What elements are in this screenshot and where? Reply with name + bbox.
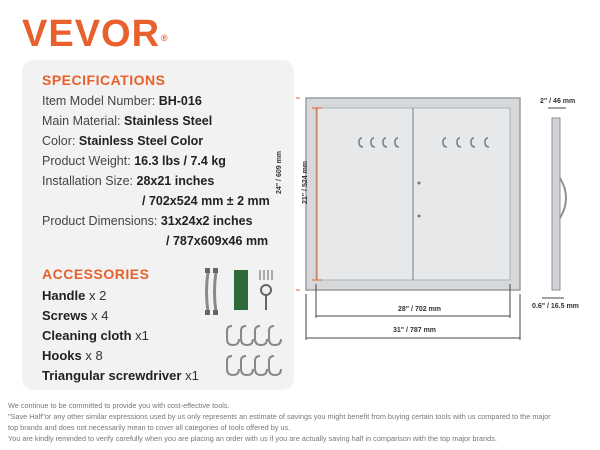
dim-width-outer-label: 31" / 787 mm <box>393 327 437 334</box>
brand-name: VEVOR <box>22 13 161 55</box>
spec-product-dimensions-mm: / 787x609x46 mm <box>166 234 269 248</box>
side-view <box>552 118 560 290</box>
spec-card <box>22 60 294 390</box>
accessory-cleaning-cloth: Cleaning cloth x1 <box>42 328 149 343</box>
accessories-illustration <box>202 264 292 386</box>
dim-depth-label: 2" / 46 mm <box>540 98 576 105</box>
footer-line-4: You are kindly reminded to verify carefully when you are placing an order with us if you are actually saving half in comparison with the top major brands. <box>8 434 497 443</box>
spec-color: Color: Stainless Steel Color <box>42 134 204 148</box>
specifications-title: SPECIFICATIONS <box>42 72 166 88</box>
screws-icon <box>260 270 272 280</box>
footer-line-1: We continue to be committed to provide you with cost-effective tools. <box>8 401 230 410</box>
accessory-hooks: Hooks x 8 <box>42 348 103 363</box>
brand-logo <box>22 14 169 54</box>
accessory-screwdriver: Triangular screwdriver x1 <box>42 368 199 383</box>
dim-height-outer-label: 24" / 609 mm <box>276 150 283 194</box>
dim-height-outer-line <box>296 98 300 290</box>
spec-installation-size-mm: / 702x524 mm ± 2 mm <box>142 194 270 208</box>
dim-width-inner-label: 28" / 702 mm <box>398 306 442 313</box>
hooks-icon <box>227 326 281 375</box>
spec-product-dimensions: Product Dimensions: 31x24x2 inches <box>42 214 253 228</box>
spec-installation-size: Installation Size: 28x21 inches <box>42 174 215 188</box>
footer-line-3: top brands and does not necessarily mean to cover all categories of tools offered by us. <box>8 423 291 432</box>
accessory-screws: Screws x 4 <box>42 308 109 323</box>
registered-mark: ® <box>161 33 169 43</box>
spec-material: Main Material: Stainless Steel <box>42 114 213 128</box>
cleaning-cloth-icon <box>234 270 248 310</box>
dim-height-inner-label: 21" / 524 mm <box>302 160 309 204</box>
spec-model: Item Model Number: BH-016 <box>42 94 202 108</box>
spec-weight: Product Weight: 16.3 lbs / 7.4 kg <box>42 154 226 168</box>
dim-flange-label: 0.6" / 16.5 mm <box>532 303 579 310</box>
footer-line-2: "Save Half"or any other similar expressions used by us only represents an estimate of savings you might benefit from buying certain tools with us compared to the major <box>8 412 551 421</box>
side-handle-icon <box>560 178 566 218</box>
accessories-title: ACCESSORIES <box>42 266 150 282</box>
screwdriver-icon <box>261 285 271 310</box>
handle-icon <box>205 268 218 315</box>
accessory-handle: Handle x 2 <box>42 288 107 303</box>
